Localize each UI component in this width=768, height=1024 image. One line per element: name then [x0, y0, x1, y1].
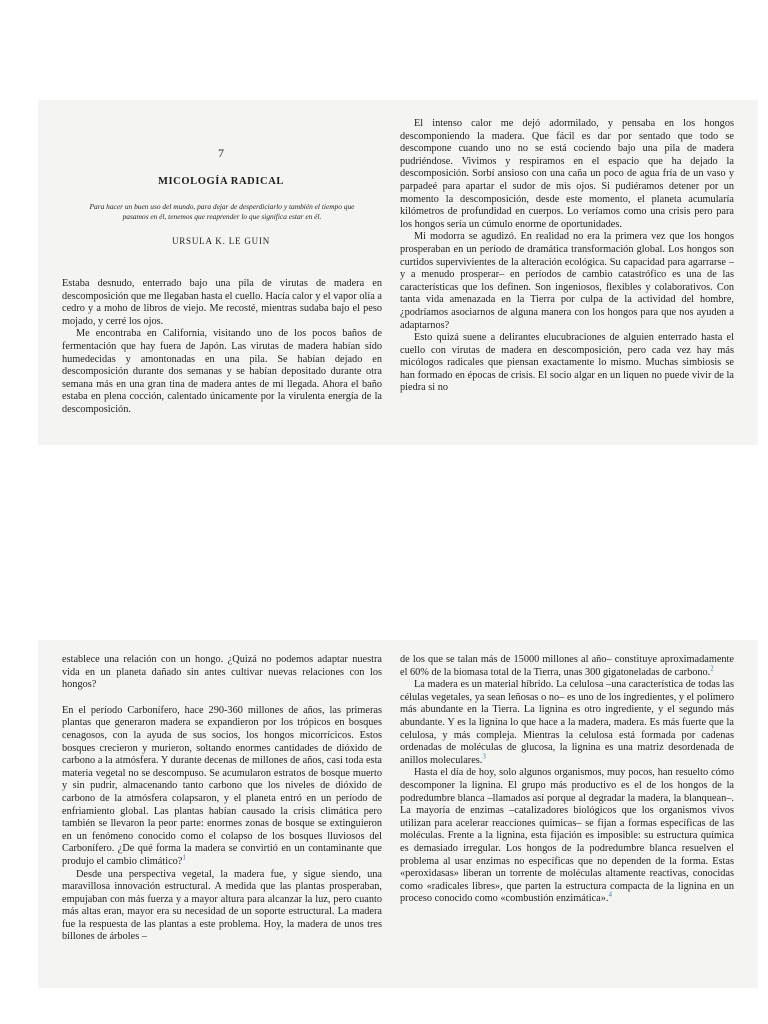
footnote-link[interactable]: 1 [182, 853, 186, 862]
footnote-link[interactable]: 3 [482, 752, 486, 761]
paragraph: Esto quizá suene a delirantes elucubraciones de alguien enterrado hasta el cuello con virutas de madera en descomposición, pero cada vez hay más micólogos radicales que piensan exactamente lo mismo. Muchas simbiosis se han formado en épocas de crisis. El socio algar en un liquen no puede vivir de la piedra si no [400, 332, 734, 394]
footnote-link[interactable]: 4 [608, 890, 612, 899]
page-chapter-opening [38, 100, 386, 445]
paragraph: Estaba desnudo, enterrado bajo una pila de virutas de madera en descomposición que me llegaban hasta el cuello. Hacía calor y el vapor olía a cedro y a moho de libros de viejo. Me recosté, mientras sudaba bajo el peso mojado, y cerré los ojos. [62, 278, 382, 327]
page-body [400, 118, 734, 395]
page-left-bottom [38, 640, 386, 988]
page-body [400, 654, 734, 906]
chapter-title: MICOLOGÍA RADICAL [157, 176, 284, 187]
epigraph-author: URSULA K. LE GUIN [171, 236, 271, 246]
paragraph: Me encontraba en California, visitando uno de los pocos baños de fermentación que hay fuera de Japón. Las virutas de madera habían sido humedecidas y amontonadas en una pila. Se habían dejado en descomposición durante dos semanas y se habían depositado durante otra semana más en una gran tina de madera antes de mi llegada. Ahora el baño estaba en plena cocción, calentado únicamente por la virulenta energía de la descomposición. [62, 328, 382, 415]
page-right-bottom [396, 640, 744, 988]
top-spread [38, 100, 758, 445]
epigraph: Para hacer un buen uso del mundo, para dejar de desperdiciarlo y también el tiempo que pasamos en él, tenemos que reaprender lo que significa estar en él. [89, 202, 355, 221]
page-body [62, 654, 382, 944]
paragraph: La madera es un material híbrido. La celulosa –una característica de todas las células vegetales, ya sean leñosas o no– es uno de los ingredientes, y el polímero más abundante en la Tierra. La lignina es otro ingrediente, y el segundo más abundante. Y es la lignina lo que hace a la madera, madera. Es más fuerte que la celulosa, y más compleja. Mientras la celulosa está formada por cadenas ordenadas de moléculas de glucosa, la lignina es una matriz desordenada de anillos moleculares.$^3$ [400, 679, 734, 766]
paragraph: de los que se talan más de 15000 millones al año– constituye aproximadamente el 60% de la biomasa total de la Tierra, unas 300 gigatoneladas de carbono.$^2$ [400, 654, 734, 678]
page-right-top [396, 100, 744, 445]
bottom-spread [38, 640, 758, 988]
paragraph: establece una relación con un hongo. ¿Quizá no podemos adaptar nuestra vida en un planeta dañado sin antes cultivar nuevas relaciones con los hongos? [62, 654, 382, 691]
paragraph: Desde una perspectiva vegetal, la madera fue, y sigue siendo, una maravillosa innovación estructural. A medida que las plantas prosperaban, empujaban con más fuerza y a mayor altura para alcanzar la luz, pero cuanto más altas eran, mayor era su necesidad de un soporte estructural. La madera fue la respuesta de las plantas a este problema. Hoy, la madera de unos tres billones de árboles – [62, 868, 382, 943]
paragraph: En el período Carbonífero, hace 290-360 millones de años, las primeras plantas que generaron madera se expandieron por los trópicos en bosques cenagosos, con la ayuda de sus socios, los hongos micorrícicos. Estos bosques crecieron y murieron, soltando enormes cantidades de dióxido de carbono a la atmósfera. Y durante decenas de millones de años, casi toda esta materia vegetal no se descompuso. Se acumularon estratos de bosque muerto y sin pudrir, almacenando tanto carbono que los niveles de dióxido de carbono de la atmósfera colapsaron, y el planeta entró en un período de enfriamiento global. Las plantas habían causado la crisis climática pero también se llevaron la peor parte: enormes zonas de bosque se extinguieron en un fenómeno conocido como el colapso de los bosques lluviosos del Carbonífero. ¿De qué forma la madera se convirtió en un contaminante que produjo el cambio climático?$^1$ [62, 704, 382, 867]
chapter-body [62, 278, 382, 417]
paragraph: Hasta el día de hoy, solo algunos organismos, muy pocos, han resuelto cómo descomponer la lignina. El grupo más productivo es el de los hongos de la podredumbre blanca –llamados así porque al degradar la madera, la blanquean–. La mayoría de enzimas –catalizadores biológicos que los organismos vivos utilizan para acelerar reacciones químicas– se fijan a formas específicas de las moléculas. Frente a la lignina, esta fijación es imposible: su estructura química es demasiado irregular. Los hongos de la podredumbre blanca resuelven el problema al usar enzimas no específicas que no dependen de la forma. Estas «peroxidasas» liberan un torrente de moléculas altamente reactivas, conocidas como «radicales libres», que parten la estructura compacta de la lignina en un proceso conocido como «combustión enzimática».$^4$ [400, 767, 734, 905]
paragraph: Mi modorra se agudizó. En realidad no era la primera vez que los hongos prosperaban en un período de dramática transformación global. Los hongos son curtidos supervivientes de la alteración ecológica. Su capacidad para agarrarse –y a menudo prosperar– en períodos de cambio catastrófico es una de las características que los definen. Son ingeniosos, flexibles y colaborativos. Con tanta vida amenazada en la Tierra por culpa de la actividad del hombre, ¿podríamos asociarnos de alguna manera con los hongos para que nos ayuden a adaptarnos? [400, 231, 734, 331]
footnote-link[interactable]: 2 [710, 664, 714, 673]
paragraph: El intenso calor me dejó adormilado, y pensaba en los hongos descomponiendo la madera. Que fácil es dar por sentado que todo se descompone cuando uno no se está cociendo bajo una pila de madera pudriéndose. Vivimos y respiramos en el espacio que ha dejado la descomposición. Sorbí ansioso con una caña un poco de agua fría de un vaso y parpadeé para apartar el sudor de mis ojos. Si pudiéramos detener por un momento la descomposición, desde este momento, el planeta acumularía kilómetros de profundidad en cuerpos. Lo veríamos como una crisis pero para los hongos sería un cúmulo enorme de oportunidades. [400, 118, 734, 230]
chapter-number: 7 [218, 146, 224, 160]
